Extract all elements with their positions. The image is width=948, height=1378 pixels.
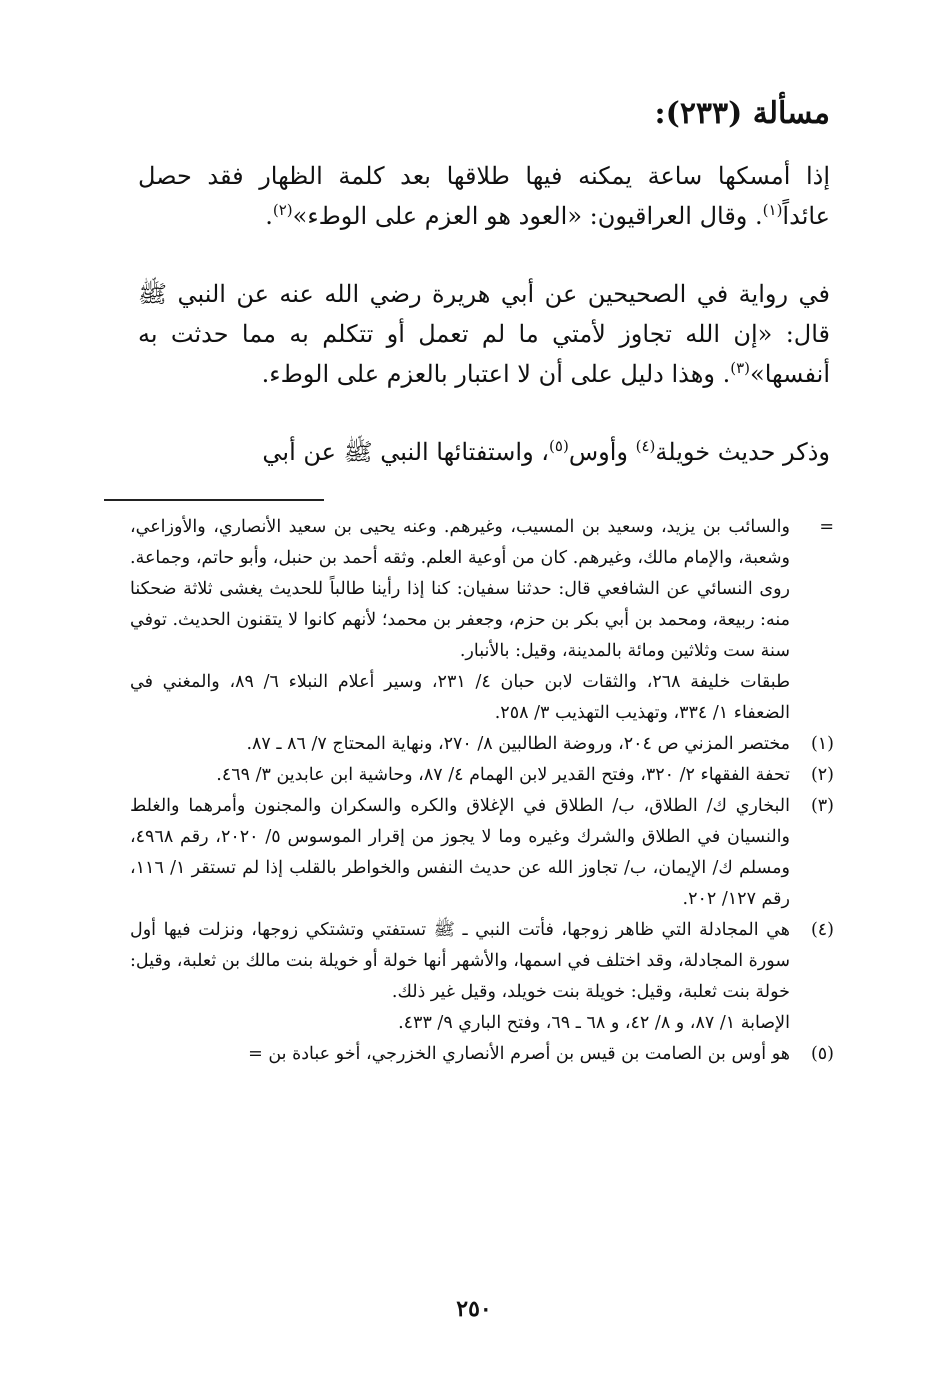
main-text <box>138 156 830 510</box>
paragraph-2-text: في رواية في الصحيحين عن أبي هريرة رضي الله عنه عن النبي ﷺ قال: «إن الله تجاوز لأمتي ما لم تعمل أو تتكلم به مما حدثت به أنفسها» <box>138 280 830 388</box>
paragraph-3-text-3: ، واستفتائها النبي ﷺ عن أبي <box>262 438 550 466</box>
footnote-ref-3[interactable]: (٣) <box>730 359 751 377</box>
page-number: ٢٥٠ <box>456 1296 492 1322</box>
footnote-ref-2[interactable]: (٢) <box>272 201 293 219</box>
paragraph-3-text: وذكر حديث خويلة <box>655 438 830 466</box>
footnote-continuation <box>130 512 834 729</box>
issue-heading: مسألة (٢٣٣): <box>654 96 830 131</box>
footnote-ref-1[interactable]: (١) <box>762 201 783 219</box>
footnote-ref-5[interactable]: (٥) <box>549 437 569 455</box>
footnotes <box>130 512 834 1070</box>
footnote-2 <box>130 760 834 791</box>
paragraph-1-text-2: . وقال العراقيون: «العود هو العزم على الوطء» <box>292 202 763 230</box>
footnote-refs: الإصابة ١/ ٨٧، و ٨/ ٤٢، و ٦٨ ـ ٦٩، وفتح الباري ٩/ ٤٣٣. <box>398 1013 790 1033</box>
footnote-continuation-refs: طبقات خليفة ٢٦٨، والثقات لابن حبان ٤/ ٢٣١، وسير أعلام النبلاء ٦/ ٨٩، والمغني في الضعفاء ١/ ٣٣٤، وتهذيب التهذيب ٣/ ٢٥٨. <box>130 672 790 723</box>
footnote-marker: (٥) <box>810 1044 834 1064</box>
paragraph-2 <box>138 274 830 394</box>
footnote-text: مختصر المزني ص ٢٠٤، وروضة الطالبين ٨/ ٢٧٠، ونهاية المحتاج ٧/ ٨٦ ـ ٨٧. <box>246 734 790 754</box>
footnote-ref-4[interactable]: (٤) <box>635 437 656 455</box>
footnote-4 <box>130 915 834 1039</box>
footnote-text: البخاري ك/ الطلاق، ب/ الطلاق في الإغلاق والكره والسكران والمجنون وأمرهما والغلط والنسيان في الطلاق والشرك وغيره وما لا يجوز من إقرار الموسوس ٥/ ٢٠٢٠، رقم ٤٩٦٨، ومسلم ك/ الإيمان، ب/ تجاوز الله عن حديث النفس والخواطر بالقلب إذا لم تستقر ١/ ١١٦، رقم ١٢٧/ ٢٠٢. <box>130 796 790 909</box>
footnote-5 <box>130 1039 834 1070</box>
footnote-3 <box>130 791 834 915</box>
footnote-1 <box>130 729 834 760</box>
paragraph-1-text: إذا أمسكها ساعة يمكنه فيها طلاقها بعد كلمة الظهار فقد حصل عائداً <box>138 162 830 230</box>
footnote-text: تحفة الفقهاء ٢/ ٣٢٠، وفتح القدير لابن الهمام ٤/ ٨٧، وحاشية ابن عابدين ٣/ ٤٦٩. <box>216 765 790 785</box>
footnote-continuation-text: والسائب بن يزيد، وسعيد بن المسيب، وغيرهم. وعنه يحيى بن سعيد الأنصاري، والأوزاعي، وشعبة، والإمام مالك، وغيرهم. كان من أوعية العلم. وثقه أحمد بن حنبل، وأبو حاتم، وجماعة. روى النسائي عن الشافعي قال: حدثنا سفيان: كنا إذا رأينا طالباً للحديث يغشى ثلاثة ضحكنا منه: ربيعة، ومحمد بن أبي بكر بن حزم، وجعفر بن محمد؛ لأنهم كانوا لا يتقنون الحديث. توفي سنة ست وثلاثين ومائة بالمدينة، وقيل: بالأنبار. <box>130 517 790 661</box>
paragraph-1-text-3: . <box>265 202 273 230</box>
footnote-marker: (٣) <box>810 796 834 816</box>
paragraph-3-text-2: وأوس <box>568 438 636 466</box>
footnote-divider <box>104 499 324 501</box>
paragraph-3 <box>138 432 830 472</box>
paragraph-1 <box>138 156 830 236</box>
footnote-marker: (٢) <box>810 765 834 785</box>
continuation-marker: = <box>819 517 834 537</box>
paragraph-2-text-2: . وهذا دليل على أن لا اعتبار بالعزم على الوطء. <box>261 360 731 388</box>
footnote-marker: (١) <box>810 734 834 754</box>
footnote-text: هي المجادلة التي ظاهر زوجها، فأتت النبي ـ ﷺ تستفتي وتشتكي زوجها، ونزلت فيها أول سورة المجادلة، وقد اختلف في اسمها، والأشهر أنها خولة أو خويلة بنت مالك بن ثعلبة، وقيل: خولة بنت ثعلبة، وقيل: خويلة بنت خويلد، وقيل غير ذلك. <box>130 920 790 1002</box>
footnote-marker: (٤) <box>810 920 834 940</box>
footnote-text: هو أوس بن الصامت بن قيس بن أصرم الأنصاري الخزرجي، أخو عبادة بن = <box>248 1044 790 1064</box>
